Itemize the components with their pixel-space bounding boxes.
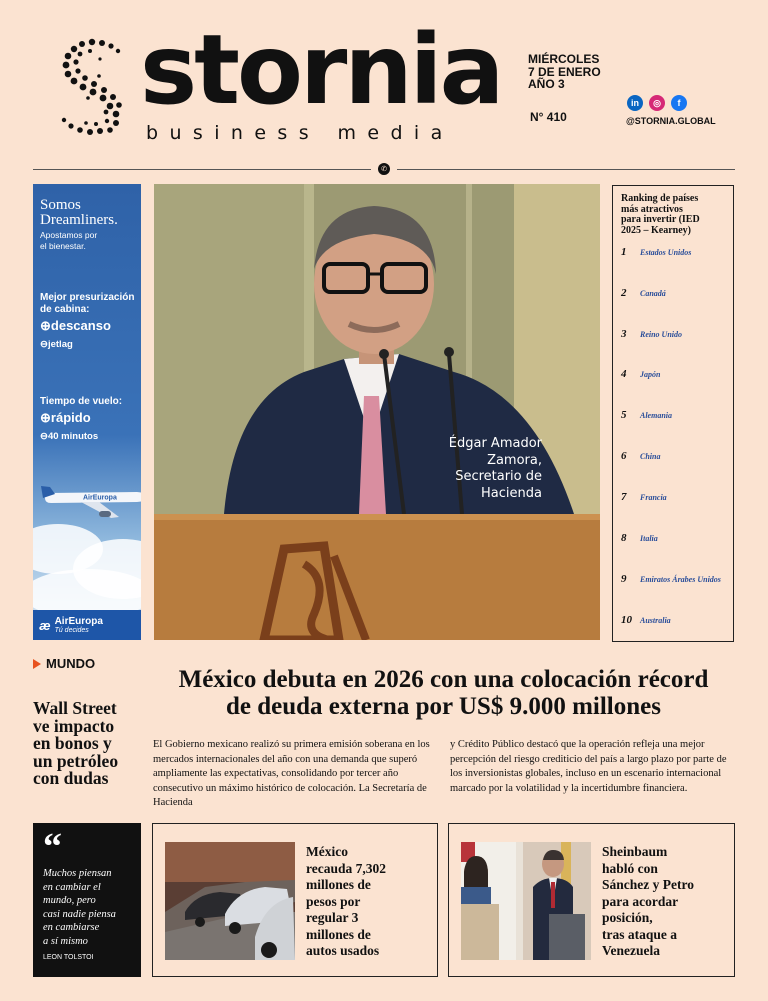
- airplane-icon: [41, 484, 141, 529]
- body-column-2: y Crédito Público destacó que la operación refleja una mejor percepción del riesgo crediticio del país a largo plazo por parte de los inversionistas globales, incluso en un escenario internacional marcado por la volatilidad y la incertidumbre financiera.: [450, 739, 727, 794]
- story-card-sheinbaum[interactable]: [448, 823, 735, 977]
- quote-line: en cambiarse: [43, 922, 100, 933]
- ranking-item[interactable]: [621, 287, 666, 299]
- ranking-country: Estados Unidos: [640, 248, 692, 257]
- ranking-number: 7: [621, 491, 627, 503]
- card-title-line: posición,: [602, 910, 653, 925]
- caption-line: Zamora,: [487, 452, 542, 468]
- plus-circle-icon: ⊕: [40, 410, 51, 425]
- card-title-line: recauda 7,302: [306, 860, 386, 876]
- ad-minus-text: jetlag: [47, 339, 73, 350]
- card-title-line: para acordar: [602, 893, 679, 909]
- headline-line: de deuda externa por US$ 9.000 millones: [226, 693, 661, 720]
- ranking-country: Francia: [640, 493, 667, 502]
- cars-photo: [165, 842, 295, 960]
- quote-line: en cambiar el: [43, 881, 101, 893]
- story-card-cars[interactable]: [152, 823, 438, 977]
- card-title-line: pesos por: [306, 893, 361, 909]
- ranking-title-line: 2025 – Kearney): [621, 224, 691, 236]
- leaders-photo: [461, 842, 591, 960]
- brand-tagline: business media: [146, 122, 454, 144]
- linkedin-icon[interactable]: in: [627, 95, 643, 111]
- ranking-item[interactable]: [621, 328, 682, 340]
- story-card-title: [602, 844, 694, 960]
- ranking-item[interactable]: [621, 491, 667, 503]
- ranking-box: [612, 185, 734, 642]
- photo-caption: [449, 436, 542, 502]
- ranking-item[interactable]: [621, 450, 660, 462]
- quote-line: a sí mismo: [43, 935, 88, 947]
- ranking-number: 5: [621, 409, 627, 421]
- ad-pressure-line: Mejor presurización: [40, 292, 135, 303]
- card-title-line: México: [306, 844, 348, 859]
- ad-subtitle: [40, 230, 97, 252]
- ad-minus-jetlag: [40, 339, 73, 350]
- card-title-line: habló con: [602, 860, 658, 876]
- side-story-line: ve impacto: [33, 715, 115, 736]
- ad-title-line: Somos: [40, 197, 81, 213]
- ranking-number: 2: [621, 287, 627, 299]
- aireuropa-ad[interactable]: [33, 184, 141, 640]
- instagram-icon[interactable]: ◎: [649, 95, 665, 111]
- triangle-right-icon: [33, 659, 41, 669]
- ad-pressure-line: de cabina:: [40, 304, 90, 315]
- card-title-line: tras ataque a: [602, 926, 677, 942]
- caption-line: Secretario de: [455, 469, 542, 484]
- card-title-line: Venezuela: [602, 943, 660, 958]
- ranking-number: 3: [621, 328, 627, 340]
- ranking-number: 6: [621, 450, 627, 462]
- masthead-divider-left: [33, 169, 371, 170]
- card-title-line: regular 3: [306, 910, 359, 925]
- card-title-line: Sánchez y Petro: [602, 877, 694, 892]
- ad-plus-descanso: [40, 318, 111, 334]
- side-story-line: con dudas: [33, 768, 109, 788]
- section-label[interactable]: [33, 656, 95, 671]
- ad-plus-text: descanso: [50, 318, 111, 333]
- ranking-item[interactable]: [621, 368, 660, 380]
- ad-subtitle-line: Apostamos por: [40, 230, 98, 240]
- ad-minus-minutes: [40, 431, 98, 442]
- side-story-line: en bonos y: [33, 733, 112, 753]
- ad-subtitle-line: el bienestar.: [40, 241, 86, 251]
- minus-circle-icon: ⊖: [40, 339, 48, 350]
- ranking-number: 4: [621, 368, 627, 380]
- quote-line: Muchos piensan: [43, 868, 112, 879]
- social-links: [627, 95, 687, 111]
- quote-line: casi nadie piensa: [43, 908, 116, 920]
- ranking-item[interactable]: [621, 246, 691, 258]
- headline-line: México debuta en 2026 con una colocación récord: [178, 666, 709, 693]
- ranking-title-line: más atractivos: [621, 203, 683, 215]
- section-label-text: MUNDO: [46, 656, 96, 671]
- ranking-country: Emiratos Árabes Unidos: [640, 575, 721, 584]
- ad-time-label: Tiempo de vuelo:: [40, 396, 123, 407]
- card-title-line: Sheinbaum: [602, 844, 668, 859]
- side-story-line: Wall Street: [33, 698, 117, 718]
- date-weekday: MIÉRCOLES: [528, 52, 600, 66]
- issue-date: [528, 53, 601, 91]
- ranking-title: [621, 194, 700, 236]
- ad-pressure-label: [40, 292, 134, 316]
- quote-mark-icon: “: [43, 826, 62, 868]
- ranking-country: Canadá: [640, 289, 666, 298]
- card-title-line: millones de: [306, 877, 371, 892]
- main-story-body: [153, 738, 735, 811]
- side-story-headline[interactable]: [33, 700, 143, 788]
- quote-text: [43, 867, 131, 948]
- ad-brand: [55, 616, 103, 634]
- main-headline[interactable]: [152, 666, 735, 720]
- date-year: AÑO 3: [528, 77, 565, 91]
- ranking-country: Alemania: [640, 411, 673, 420]
- ranking-country: Italia: [640, 534, 658, 543]
- ad-brand-bar: [33, 610, 141, 640]
- ranking-title-line: Ranking de países: [621, 193, 699, 204]
- card-title-line: millones de: [306, 926, 371, 942]
- issue-number: N° 410: [530, 110, 567, 124]
- ranking-country: Reino Unido: [640, 330, 683, 339]
- ranking-number: 8: [621, 532, 627, 544]
- minus-circle-icon: ⊖: [40, 431, 48, 442]
- quote-line: mundo, pero: [43, 895, 96, 906]
- ranking-country: Japón: [640, 370, 661, 379]
- ad-brand-tag: Tú decides: [54, 627, 89, 634]
- phone-icon: ✆: [378, 163, 390, 175]
- ad-plus-rapido: [40, 410, 91, 426]
- ranking-number: 10: [621, 614, 632, 626]
- stornia-logo-icon: [58, 36, 128, 136]
- ad-minus-text: 40 minutos: [47, 431, 99, 442]
- ad-title: [40, 198, 118, 228]
- side-story-line: un petróleo: [33, 750, 119, 771]
- body-column-1: El Gobierno mexicano realizó su primera emisión soberana en los mercados internacionales del año con una demanda que superó ampliamente las expectativas, consolidando por tercer año consecutivo un máximo histórico de colocación. La Secretaría de Hacienda: [153, 739, 430, 809]
- ranking-title-line: para invertir (IED: [621, 214, 700, 225]
- masthead-divider-right: [397, 169, 735, 170]
- main-photo: [154, 184, 600, 640]
- social-handle[interactable]: @STORNIA.GLOBAL: [626, 116, 716, 126]
- speaker-illustration: [154, 184, 600, 640]
- quote-box: [33, 823, 141, 977]
- brand-name: stornia: [140, 14, 502, 126]
- ad-plus-text: rápido: [50, 410, 91, 425]
- date-day: 7 DE ENERO: [528, 64, 601, 79]
- ranking-item[interactable]: [621, 614, 671, 626]
- ranking-country: Australia: [640, 616, 671, 625]
- ranking-item[interactable]: [621, 573, 721, 585]
- ad-brand-name: AirEuropa: [54, 616, 103, 627]
- plane-livery: AirEuropa: [83, 494, 117, 502]
- ad-title-line: Dreamliners.: [40, 212, 118, 228]
- ranking-item[interactable]: [621, 409, 672, 421]
- ranking-number: 1: [621, 246, 627, 258]
- plus-circle-icon: ⊕: [40, 318, 51, 333]
- story-card-title: [306, 844, 386, 960]
- ranking-number: 9: [621, 573, 627, 585]
- caption-line: Hacienda: [481, 485, 542, 501]
- quote-author: LEON TOLSTOI: [43, 954, 94, 961]
- ranking-item[interactable]: [621, 532, 658, 544]
- aireuropa-logo-icon: æ: [39, 617, 51, 633]
- facebook-icon[interactable]: f: [671, 95, 687, 111]
- caption-line: Édgar Amador: [448, 436, 542, 451]
- ranking-country: China: [640, 452, 661, 461]
- card-title-line: autos usados: [306, 943, 380, 958]
